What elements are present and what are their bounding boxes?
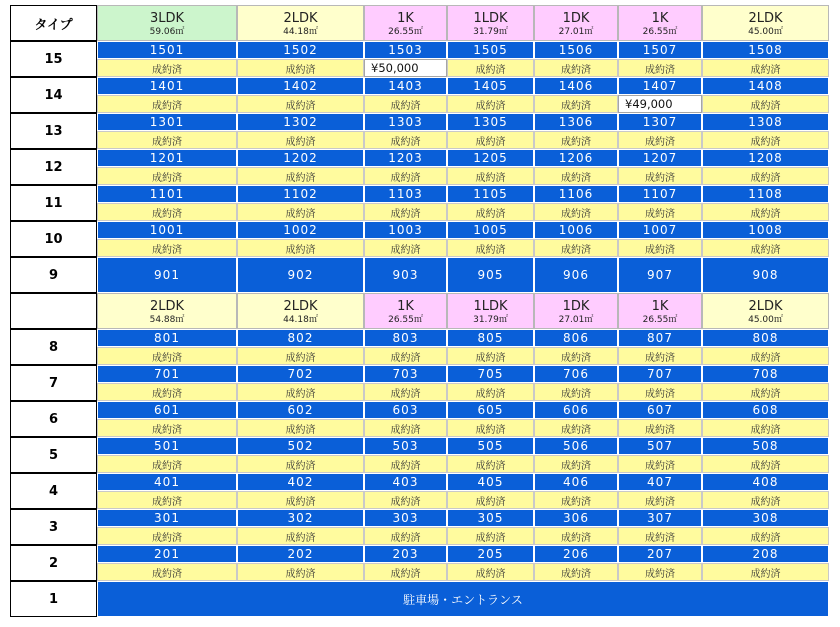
floor-label: 3 — [10, 509, 97, 545]
unit-number[interactable]: 1408 — [702, 77, 829, 95]
unit-number[interactable]: 807 — [618, 329, 702, 347]
unit-status: 成約済 — [618, 563, 702, 581]
unit-number[interactable]: 1507 — [618, 41, 702, 59]
unit-number[interactable]: 408 — [702, 473, 829, 491]
unit-number[interactable]: 507 — [618, 437, 702, 455]
unit-status: 成約済 — [534, 239, 618, 257]
unit-number[interactable]: 307 — [618, 509, 702, 527]
unit-status: 成約済 — [237, 131, 364, 149]
unit-status: 成約済 — [364, 95, 447, 113]
unit-number[interactable]: 1308 — [702, 113, 829, 131]
type-name: 1K — [397, 298, 414, 314]
type-area: 27.01㎡ — [558, 26, 594, 37]
unit-status: 成約済 — [534, 347, 618, 365]
unit-status: 成約済 — [447, 167, 534, 185]
unit-status: 成約済 — [364, 239, 447, 257]
unit-status: 成約済 — [618, 347, 702, 365]
type-cell — [364, 293, 447, 329]
floor-label: 5 — [10, 437, 97, 473]
unit-number[interactable]: 1008 — [702, 221, 829, 239]
unit-number[interactable]: 405 — [447, 473, 534, 491]
unit-status: 成約済 — [364, 131, 447, 149]
unit-number[interactable]: 1205 — [447, 149, 534, 167]
unit-status: 成約済 — [534, 167, 618, 185]
type-area: 26.55㎡ — [388, 314, 423, 325]
unit-number[interactable]: 208 — [702, 545, 829, 563]
unit-number[interactable]: 801 — [97, 329, 237, 347]
type-name: 1DK — [562, 10, 590, 26]
unit-number[interactable]: 703 — [364, 365, 447, 383]
unit-number[interactable]: 905 — [447, 257, 534, 293]
unit-number[interactable]: 1003 — [364, 221, 447, 239]
unit-number[interactable]: 902 — [237, 257, 364, 293]
unit-number[interactable]: 706 — [534, 365, 618, 383]
unit-status: 成約済 — [702, 383, 829, 401]
unit-price[interactable]: ¥50,000 — [364, 59, 447, 77]
unit-number[interactable]: 1206 — [534, 149, 618, 167]
unit-status: 成約済 — [237, 527, 364, 545]
unit-number[interactable]: 1405 — [447, 77, 534, 95]
unit-number[interactable]: 1203 — [364, 149, 447, 167]
unit-status: 成約済 — [447, 239, 534, 257]
unit-status: 成約済 — [364, 527, 447, 545]
unit-number[interactable]: 1406 — [534, 77, 618, 95]
type-cell — [702, 293, 829, 329]
unit-status: 成約済 — [702, 527, 829, 545]
floor-label: 8 — [10, 329, 97, 365]
unit-number[interactable]: 1502 — [237, 41, 364, 59]
unit-status: 成約済 — [618, 59, 702, 77]
unit-status: 成約済 — [702, 563, 829, 581]
unit-status: 成約済 — [97, 167, 237, 185]
unit-status: 成約済 — [618, 455, 702, 473]
type-area: 31.79㎡ — [473, 26, 508, 37]
unit-number[interactable]: 1106 — [534, 185, 618, 203]
unit-number[interactable]: 901 — [97, 257, 237, 293]
type-name: 1K — [651, 10, 669, 26]
floor-label: 1 — [10, 581, 97, 617]
unit-number[interactable]: 702 — [237, 365, 364, 383]
unit-status: 成約済 — [702, 419, 829, 437]
unit-number[interactable]: 508 — [702, 437, 829, 455]
unit-price[interactable]: ¥49,000 — [618, 95, 702, 113]
unit-number[interactable]: 903 — [364, 257, 447, 293]
unit-status: 成約済 — [534, 563, 618, 581]
unit-status: 成約済 — [702, 203, 829, 221]
unit-number[interactable]: 1303 — [364, 113, 447, 131]
unit-status: 成約済 — [534, 383, 618, 401]
type-cell — [534, 293, 618, 329]
type-area: 26.55㎡ — [388, 26, 423, 37]
unit-status: 成約済 — [618, 239, 702, 257]
unit-status: 成約済 — [447, 95, 534, 113]
unit-number[interactable]: 1402 — [237, 77, 364, 95]
unit-number[interactable]: 401 — [97, 473, 237, 491]
unit-status: 成約済 — [447, 203, 534, 221]
unit-status: 成約済 — [702, 131, 829, 149]
unit-status: 成約済 — [618, 383, 702, 401]
type-area: 27.01㎡ — [558, 314, 594, 325]
unit-status: 成約済 — [447, 131, 534, 149]
unit-status: 成約済 — [447, 419, 534, 437]
unit-status: 成約済 — [364, 563, 447, 581]
type-cell — [364, 5, 447, 41]
unit-number[interactable]: 205 — [447, 545, 534, 563]
unit-number[interactable]: 1305 — [447, 113, 534, 131]
unit-status: 成約済 — [447, 383, 534, 401]
type-name: 2LDK — [748, 298, 783, 314]
unit-status: 成約済 — [364, 347, 447, 365]
unit-number[interactable]: 1506 — [534, 41, 618, 59]
type-name: 1K — [397, 10, 414, 26]
unit-status: 成約済 — [702, 95, 829, 113]
unit-number[interactable]: 1005 — [447, 221, 534, 239]
unit-number[interactable]: 1202 — [237, 149, 364, 167]
unit-status: 成約済 — [237, 59, 364, 77]
unit-status: 成約済 — [534, 455, 618, 473]
unit-status: 成約済 — [97, 95, 237, 113]
unit-status: 成約済 — [97, 203, 237, 221]
unit-status: 成約済 — [618, 167, 702, 185]
unit-status: 成約済 — [237, 347, 364, 365]
type-area: 31.79㎡ — [473, 314, 508, 325]
unit-status: 成約済 — [447, 563, 534, 581]
room-availability-table — [10, 5, 829, 619]
unit-number[interactable]: 1401 — [97, 77, 237, 95]
unit-number[interactable]: 1302 — [237, 113, 364, 131]
unit-number[interactable]: 503 — [364, 437, 447, 455]
unit-number[interactable]: 305 — [447, 509, 534, 527]
unit-number[interactable]: 908 — [702, 257, 829, 293]
unit-status: 成約済 — [618, 131, 702, 149]
unit-status: 成約済 — [702, 347, 829, 365]
unit-status: 成約済 — [97, 527, 237, 545]
unit-status: 成約済 — [237, 563, 364, 581]
unit-status: 成約済 — [447, 455, 534, 473]
unit-number[interactable]: 505 — [447, 437, 534, 455]
type-cell — [534, 5, 618, 41]
unit-number[interactable]: 701 — [97, 365, 237, 383]
unit-number[interactable]: 1105 — [447, 185, 534, 203]
floor-label: 14 — [10, 77, 97, 113]
type-name: 3LDK — [149, 10, 185, 26]
unit-number[interactable]: 606 — [534, 401, 618, 419]
unit-status: 成約済 — [534, 491, 618, 509]
unit-number[interactable]: 306 — [534, 509, 618, 527]
unit-status: 成約済 — [364, 383, 447, 401]
type-cell — [618, 293, 702, 329]
floor-label: 12 — [10, 149, 97, 185]
type-area: 26.55㎡ — [642, 314, 678, 325]
unit-status: 成約済 — [702, 239, 829, 257]
unit-number[interactable]: 803 — [364, 329, 447, 347]
unit-number[interactable]: 1103 — [364, 185, 447, 203]
unit-status: 成約済 — [237, 167, 364, 185]
unit-status: 成約済 — [97, 383, 237, 401]
unit-number[interactable]: 1006 — [534, 221, 618, 239]
unit-number[interactable]: 802 — [237, 329, 364, 347]
unit-number[interactable]: 303 — [364, 509, 447, 527]
unit-number[interactable]: 1407 — [618, 77, 702, 95]
unit-number[interactable]: 302 — [237, 509, 364, 527]
unit-status: 成約済 — [534, 527, 618, 545]
unit-number[interactable]: 1508 — [702, 41, 829, 59]
unit-status: 成約済 — [618, 527, 702, 545]
floor-label: 6 — [10, 401, 97, 437]
type-header-label: タイプ — [10, 5, 97, 41]
unit-status: 成約済 — [447, 59, 534, 77]
unit-number[interactable]: 805 — [447, 329, 534, 347]
unit-number[interactable]: 608 — [702, 401, 829, 419]
floor-label: 2 — [10, 545, 97, 581]
unit-number[interactable]: 1307 — [618, 113, 702, 131]
unit-number[interactable]: 1301 — [97, 113, 237, 131]
unit-status: 成約済 — [97, 59, 237, 77]
unit-number[interactable]: 407 — [618, 473, 702, 491]
type-name: 1DK — [562, 298, 590, 314]
floor-label: 15 — [10, 41, 97, 77]
unit-status: 成約済 — [364, 455, 447, 473]
type-area: 59.06㎡ — [149, 26, 185, 37]
unit-number[interactable]: 601 — [97, 401, 237, 419]
type-cell — [447, 5, 534, 41]
unit-status: 成約済 — [237, 383, 364, 401]
floor-label: 4 — [10, 473, 97, 509]
unit-number[interactable]: 607 — [618, 401, 702, 419]
unit-status: 成約済 — [237, 455, 364, 473]
type-area: 45.00㎡ — [748, 314, 783, 325]
type-name: 2LDK — [283, 10, 318, 26]
unit-status: 成約済 — [534, 95, 618, 113]
type-cell — [237, 293, 364, 329]
unit-number[interactable]: 406 — [534, 473, 618, 491]
type-area: 44.18㎡ — [283, 26, 318, 37]
type-name: 1LDK — [473, 10, 508, 26]
unit-number[interactable]: 708 — [702, 365, 829, 383]
unit-status: 成約済 — [702, 491, 829, 509]
unit-status: 成約済 — [364, 203, 447, 221]
unit-number[interactable]: 308 — [702, 509, 829, 527]
floor-label: 7 — [10, 365, 97, 401]
unit-status: 成約済 — [702, 455, 829, 473]
unit-status: 成約済 — [534, 203, 618, 221]
floor-label: 11 — [10, 185, 97, 221]
unit-number[interactable]: 207 — [618, 545, 702, 563]
unit-number[interactable]: 402 — [237, 473, 364, 491]
unit-number[interactable]: 403 — [364, 473, 447, 491]
parking-entrance-label: 駐車場・エントランス — [97, 581, 829, 617]
unit-status: 成約済 — [447, 347, 534, 365]
unit-number[interactable]: 1201 — [97, 149, 237, 167]
floor-label: 9 — [10, 257, 97, 293]
unit-status: 成約済 — [364, 419, 447, 437]
unit-number[interactable]: 602 — [237, 401, 364, 419]
unit-number[interactable]: 1108 — [702, 185, 829, 203]
type-area: 26.55㎡ — [642, 26, 678, 37]
unit-status: 成約済 — [447, 491, 534, 509]
unit-status: 成約済 — [97, 419, 237, 437]
unit-number[interactable]: 1102 — [237, 185, 364, 203]
unit-number[interactable]: 1505 — [447, 41, 534, 59]
unit-status: 成約済 — [364, 167, 447, 185]
unit-number[interactable]: 502 — [237, 437, 364, 455]
unit-status: 成約済 — [364, 491, 447, 509]
unit-status: 成約済 — [237, 491, 364, 509]
unit-number[interactable]: 907 — [618, 257, 702, 293]
unit-number[interactable]: 808 — [702, 329, 829, 347]
unit-number[interactable]: 301 — [97, 509, 237, 527]
unit-number[interactable]: 603 — [364, 401, 447, 419]
unit-number[interactable]: 906 — [534, 257, 618, 293]
unit-status: 成約済 — [97, 347, 237, 365]
type-name: 2LDK — [283, 298, 318, 314]
type-cell — [237, 5, 364, 41]
unit-status: 成約済 — [447, 527, 534, 545]
unit-status: 成約済 — [97, 455, 237, 473]
floor-label: 13 — [10, 113, 97, 149]
unit-status: 成約済 — [97, 131, 237, 149]
unit-number[interactable]: 501 — [97, 437, 237, 455]
type-cell — [447, 293, 534, 329]
unit-number[interactable]: 1306 — [534, 113, 618, 131]
unit-number[interactable]: 506 — [534, 437, 618, 455]
unit-number[interactable]: 806 — [534, 329, 618, 347]
unit-number[interactable]: 1208 — [702, 149, 829, 167]
unit-status: 成約済 — [237, 95, 364, 113]
unit-status: 成約済 — [618, 491, 702, 509]
unit-number[interactable]: 1207 — [618, 149, 702, 167]
unit-number[interactable]: 1101 — [97, 185, 237, 203]
type-name: 1LDK — [473, 298, 508, 314]
unit-status: 成約済 — [702, 59, 829, 77]
unit-number[interactable]: 1107 — [618, 185, 702, 203]
type-cell — [97, 5, 237, 41]
unit-number[interactable]: 1002 — [237, 221, 364, 239]
unit-status: 成約済 — [534, 59, 618, 77]
unit-number[interactable]: 707 — [618, 365, 702, 383]
unit-status: 成約済 — [97, 563, 237, 581]
type-name: 2LDK — [748, 10, 783, 26]
floor-label: 10 — [10, 221, 97, 257]
type-area: 54.88㎡ — [149, 314, 185, 325]
unit-number[interactable]: 1501 — [97, 41, 237, 59]
unit-number[interactable]: 605 — [447, 401, 534, 419]
unit-status: 成約済 — [534, 419, 618, 437]
type-area: 44.18㎡ — [283, 314, 318, 325]
unit-status: 成約済 — [237, 419, 364, 437]
unit-number[interactable]: 206 — [534, 545, 618, 563]
type-cell — [97, 293, 237, 329]
type-name: 2LDK — [149, 298, 185, 314]
type-cell — [618, 5, 702, 41]
unit-number[interactable]: 1007 — [618, 221, 702, 239]
unit-status: 成約済 — [534, 131, 618, 149]
unit-number[interactable]: 202 — [237, 545, 364, 563]
type-name: 1K — [651, 298, 669, 314]
unit-number[interactable]: 1001 — [97, 221, 237, 239]
unit-status: 成約済 — [237, 239, 364, 257]
unit-status: 成約済 — [237, 203, 364, 221]
type-header-blank — [10, 293, 97, 329]
unit-status: 成約済 — [97, 491, 237, 509]
unit-status: 成約済 — [702, 167, 829, 185]
unit-status: 成約済 — [618, 203, 702, 221]
unit-number[interactable]: 201 — [97, 545, 237, 563]
unit-number[interactable]: 705 — [447, 365, 534, 383]
unit-status: 成約済 — [97, 239, 237, 257]
unit-number[interactable]: 203 — [364, 545, 447, 563]
unit-number[interactable]: 1503 — [364, 41, 447, 59]
unit-number[interactable]: 1403 — [364, 77, 447, 95]
type-area: 45.00㎡ — [748, 26, 783, 37]
type-cell — [702, 5, 829, 41]
unit-status: 成約済 — [618, 419, 702, 437]
